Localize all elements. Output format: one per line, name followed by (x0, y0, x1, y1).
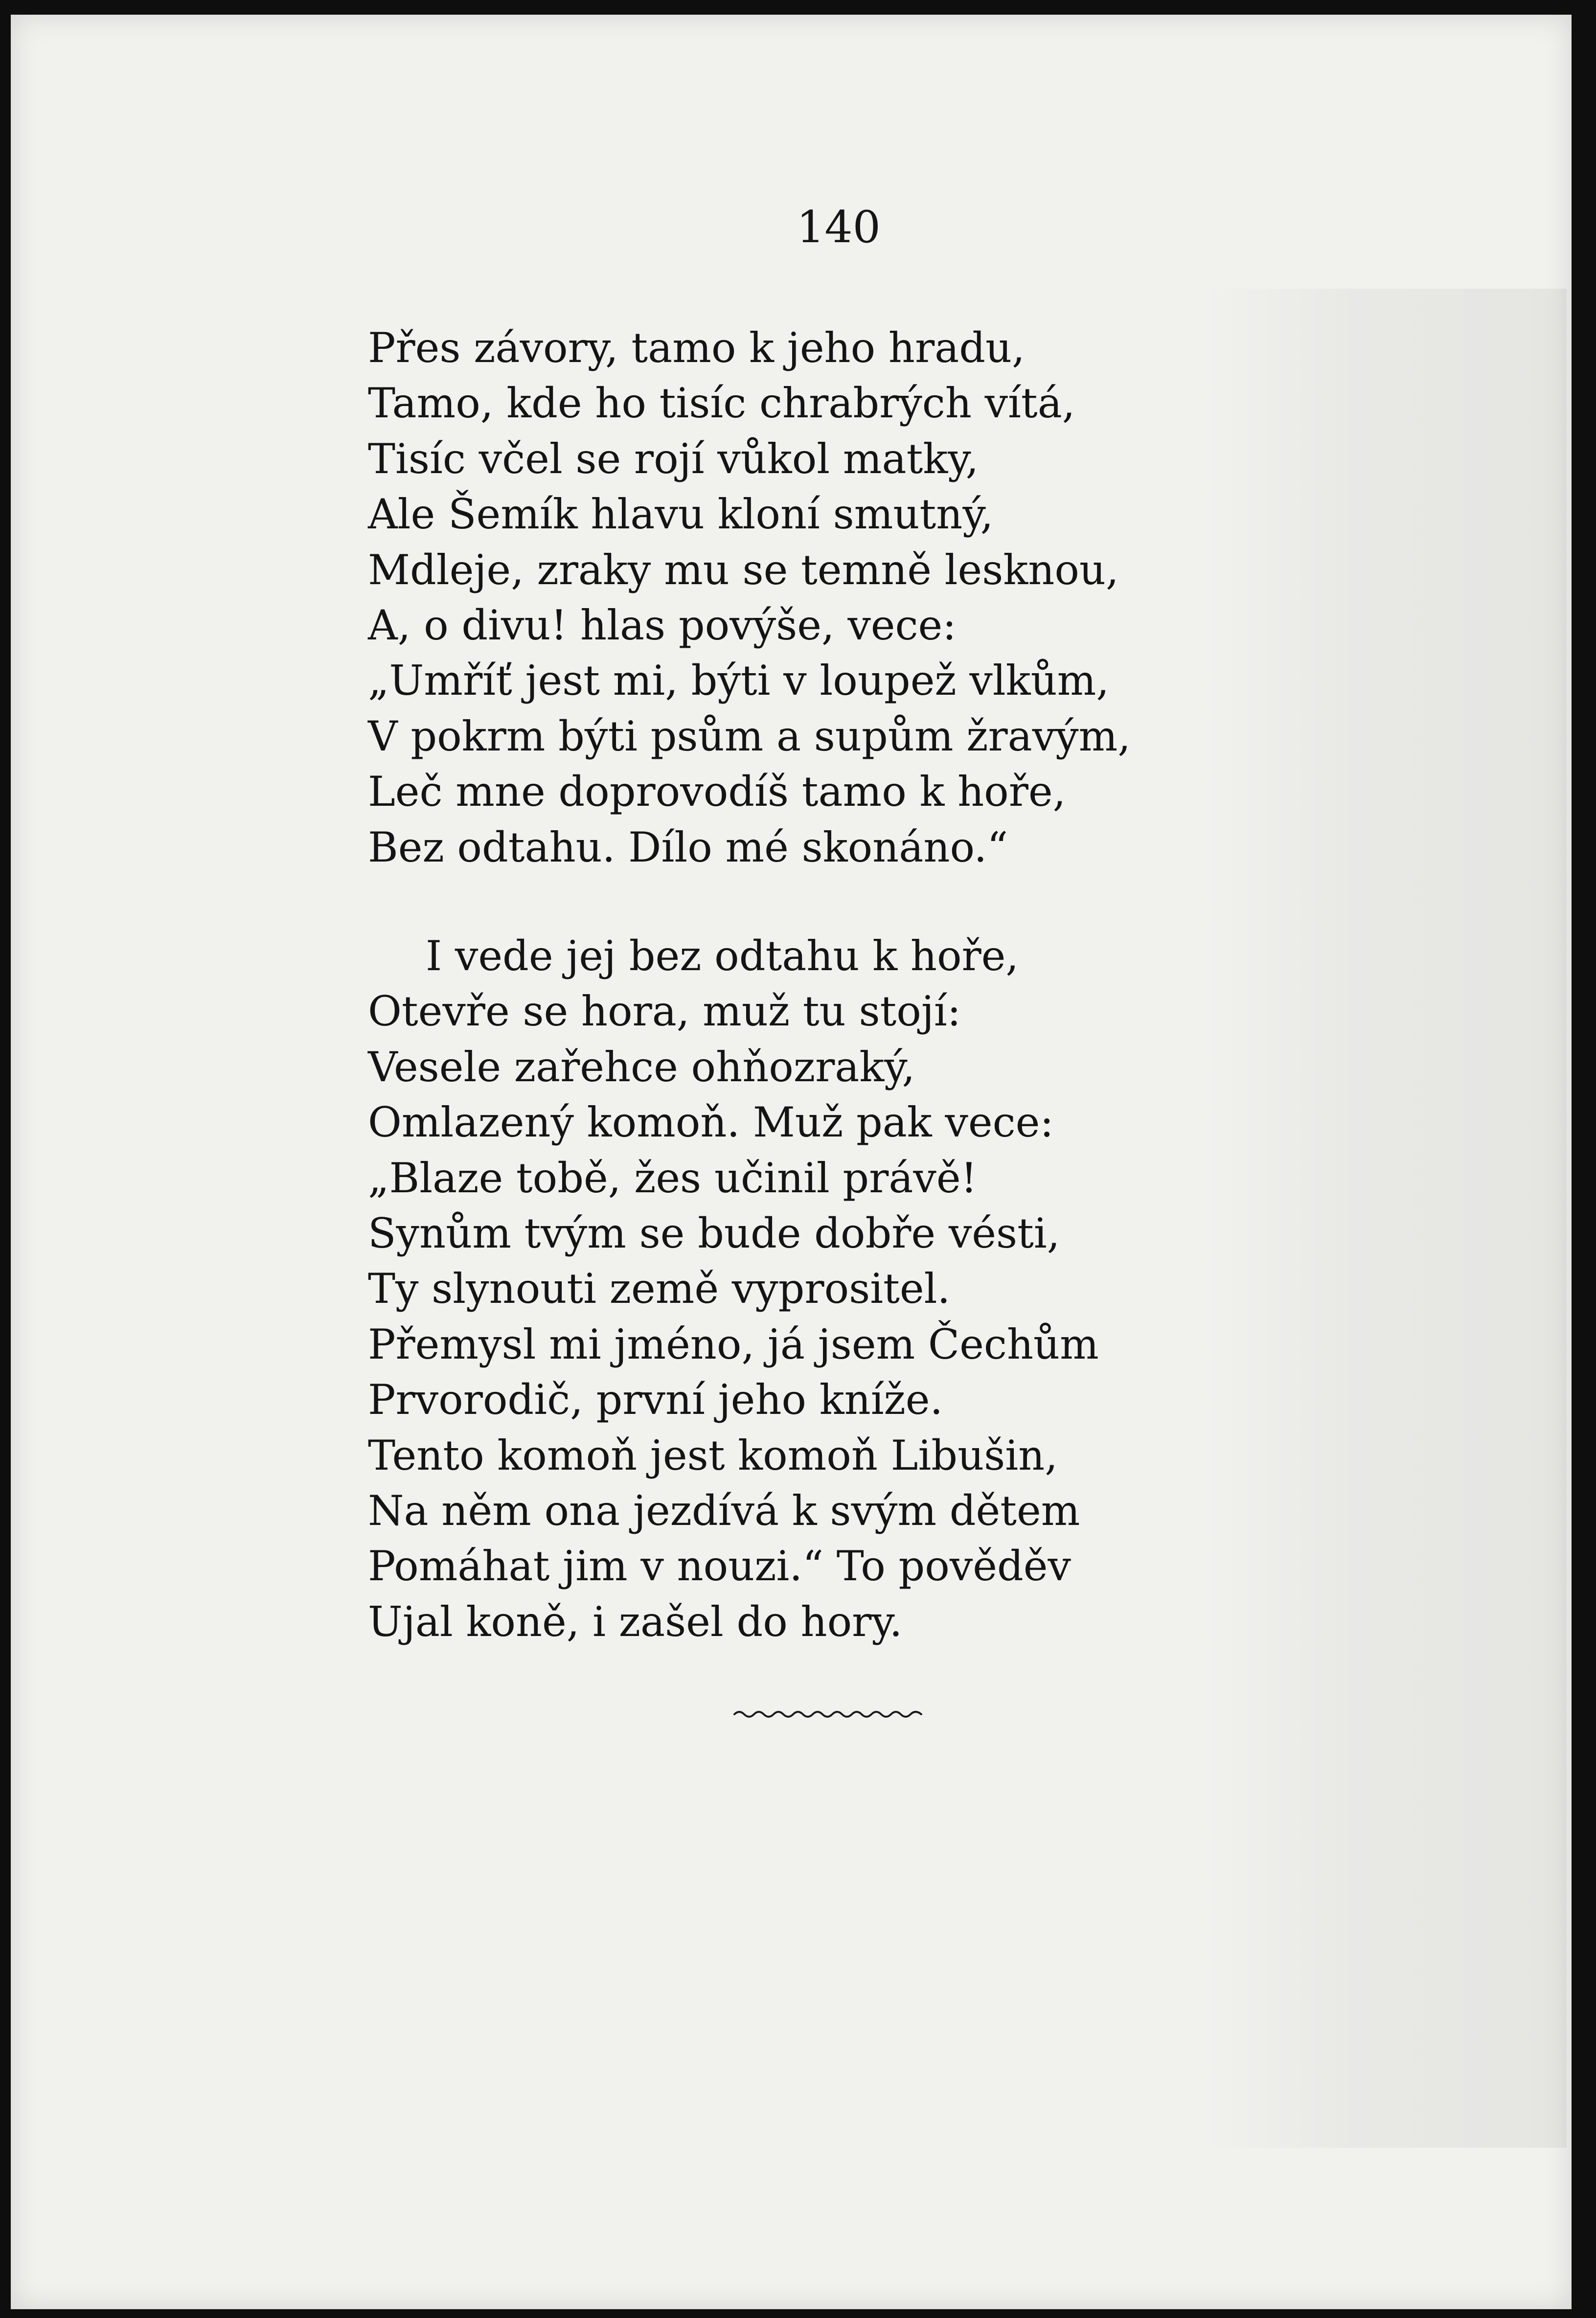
verse-line: Ale Šemík hlavu kloní smutný, (368, 490, 994, 539)
verse-line: Omlazený komoň. Muž pak vece: (368, 1098, 1054, 1147)
verse-line: Pomáhat jim v nouzi.“ To pověděv (368, 1542, 1071, 1591)
verse-line: Přes závory, tamo k jeho hradu, (368, 324, 1025, 372)
verse-line: Tamo, kde ho tisíc chrabrých vítá, (368, 379, 1075, 428)
verse-line: Mdleje, zraky mu se temně lesknou, (368, 545, 1119, 594)
verse-line: Přemysl mi jméno, já jsem Čechům (368, 1320, 1099, 1368)
verse-line: „Blaze tobě, žes učinil právě! (368, 1154, 978, 1202)
verse-line: Vesele zařehce ohňozraký, (368, 1043, 915, 1091)
wavy-divider-ornament (732, 1708, 923, 1720)
verse-line: Tento komoň jest komoň Libušin, (368, 1431, 1058, 1479)
verse-line: „Umříť jest mi, býti v loupež vlkům, (368, 657, 1110, 705)
verse-line: Otevře se hora, muž tu stojí: (368, 987, 961, 1036)
book-page (11, 15, 1572, 2309)
verse-line: Synům tvým se bude dobře vésti, (368, 1209, 1060, 1258)
verse-line: A, o divu! hlas povýše, vece: (368, 601, 957, 650)
verse-line: Prvorodič, první jeho kníže. (368, 1376, 943, 1424)
stanza-2 (368, 929, 1346, 1650)
verse-line: V pokrm býti psům a supům žravým, (368, 712, 1131, 760)
verse-line: Ujal koně, i zašel do hory. (368, 1597, 903, 1646)
verse-line: Ty slynouti země vyprositel. (368, 1265, 951, 1313)
verse-line: I vede jej bez odtahu k hoře, (426, 932, 1019, 980)
verse-line: Tisíc včel se rojí vůkol matky, (368, 434, 979, 483)
verse-line: Bez odtahu. Dílo mé skonáno.“ (368, 823, 1008, 871)
verse-line: Na něm ona jezdívá k svým dětem (368, 1487, 1080, 1535)
verse-line: Leč mne doprovodíš tamo k hoře, (368, 768, 1066, 816)
page-number: 140 (797, 202, 881, 253)
stanza-1 (368, 320, 1346, 875)
